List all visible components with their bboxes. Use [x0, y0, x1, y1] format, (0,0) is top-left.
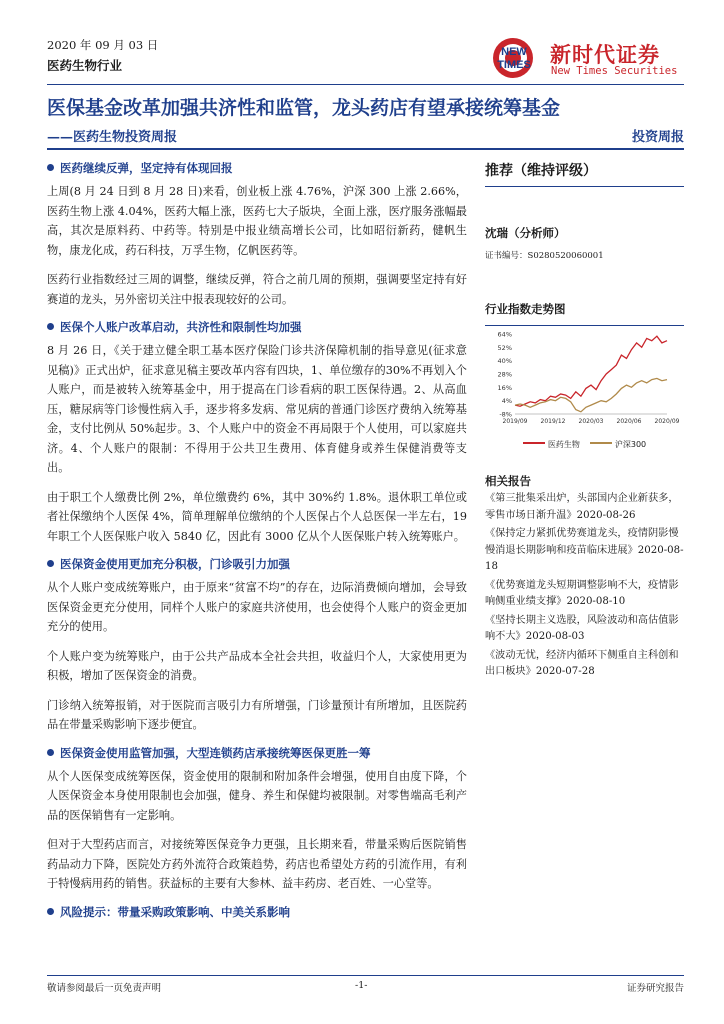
section-heading-text: 风险提示：带量采购政策影响、中美关系影响 [60, 904, 290, 919]
analyst-name: 沈瑞（分析师） [485, 226, 566, 240]
related-report-item[interactable]: 《波动无忧，经济内循环下侧重自主科创和出口板块》2020-07-28 [485, 649, 679, 677]
related-reports-heading: 相关报告 [485, 474, 531, 488]
related-report-item[interactable]: 《坚持长期主义选股，风险波动和高估值影响不大》2020-08-03 [485, 614, 679, 642]
bullet-icon [47, 908, 54, 915]
section-heading [47, 556, 467, 572]
related-report-item[interactable]: 《优势赛道龙头短期调整影响不大，疫情影响侧重业绩支撑》2020-08-10 [485, 579, 679, 607]
logo-cn-name: 新时代证券 [550, 43, 660, 67]
bullet-icon [47, 560, 54, 567]
report-subtitle: ——医药生物投资周报 [47, 130, 178, 145]
title-divider [47, 148, 684, 150]
paragraph: 由于职工个人缴费比例 2%，单位缴费约 6%，其中 30%约 1.8%。退休职工单位或者社保缴纳个人医保 4%，简单理解单位缴纳的个人医保占个人总医保一半左右，19 年职工个人医保账户收入 5840 亿，因此有 3000 亿从个人医保账户转入统筹账户。 [47, 490, 467, 543]
recommendation: 推荐（维持评级） [485, 160, 684, 187]
section-heading [47, 319, 467, 335]
paragraph: 从个人账户变成统筹账户，由于原来“贫富不均”的存在，边际消费倾向增加，会导致医保资金更充分使用，同样个人账户的家庭共济使用，也会使得个人账户的资金更加充分的使用。 [47, 581, 467, 633]
paragraph: 个人账户变为统筹账户，由于公共产品成本全社会共担，收益归个人，大家使用更为积极，增加了医保资金的消费。 [47, 649, 467, 682]
paragraph: 但对于大型药店而言，对接统筹医保竞争力更强，且长期来看，带量采购后医院销售药品动力下降，医院处方药外流符合政策趋势，药店也希望处方药的引流作用，有利于特慢病用药的销售。获益标的主要有大参林、益丰药房、老百姓、一心堂等。 [47, 838, 467, 890]
section-heading-text: 医药继续反弹，坚定持有体现回报 [60, 161, 233, 175]
x-tick-label: 2020/06 [616, 418, 642, 425]
related-report-item[interactable]: 《第三批集采出炉，头部国内企业新获多，零售市场日渐升温》2020-08-26 [485, 493, 679, 521]
index-chart-svg [485, 326, 684, 436]
page-number: -1- [355, 980, 368, 991]
sidebar [485, 160, 684, 681]
logo-text-bottom: TIMES [497, 59, 531, 71]
bullet-icon [47, 749, 54, 756]
paragraph: 医药行业指数经过三周的调整，继续反弹，符合之前几周的预期，强调要坚定持有好赛道的龙头，另外密切关注中报表现较好的公司。 [47, 273, 467, 306]
related-reports-list [485, 491, 684, 681]
section-heading-text: 医保个人账户改革启动，共济性和限制性均加强 [60, 320, 302, 334]
analyst-cert: 证书编号：S0280520060001 [485, 251, 604, 261]
report-date: 2020 年 09 月 03 日 [47, 38, 159, 52]
y-tick-label: 28% [497, 370, 512, 379]
paragraph: 8 月 26 日，《关于建立健全职工基本医疗保险门诊共济保障机制的指导意见(征求意见稿)》正式出炉，征求意见稿主要改革内容有四块，1、单位缴存的30%不再划入个人账户，而是被转入统筹基金中，用于提高在门诊看病的职工医保待遇。2、从高血压，糖尿病等门诊慢性病入手，逐步将多发病、常见病的普通门诊医疗费纳入统筹基金，支付比例从 50%起步。3、个人账户中的资金不再局限于个人使用，可以家庭共济。4、个人账户的限制：不得用于公共卫生费用、体育健身或养生保健消费等支出。 [47, 344, 467, 474]
header-divider [47, 84, 684, 85]
chart-legend [485, 439, 684, 450]
company-logo [484, 33, 684, 83]
y-tick-label: 52% [497, 343, 512, 352]
section-heading-text: 医保资金使用监管加强，大型连锁药店承接统筹医保更胜一筹 [60, 745, 371, 760]
paragraph: 从个人医保变成统筹医保，资金使用的限制和附加条件会增强，使用自由度下降，个人医保资金本身使用限制也会加强，健身、养生和保健均被限制。对零售端高毛利产品的医保销售有一定影响。 [47, 769, 467, 822]
chart-title: 行业指数走势图 [485, 302, 566, 316]
index-chart [485, 325, 684, 447]
legend-label-1: 医药生物 [547, 440, 580, 449]
report-title: 医保基金改革加强共济性和监管，龙头药店有望承接统筹基金 [47, 97, 561, 119]
x-tick-label: 2019/09 [502, 418, 528, 425]
sector-label: 医药生物行业 [47, 58, 123, 73]
section-heading [47, 904, 467, 920]
section-heading [47, 745, 467, 761]
section-heading [47, 160, 467, 176]
bullet-icon [47, 323, 54, 330]
y-tick-label: 64% [497, 330, 512, 339]
y-tick-label: 40% [497, 357, 512, 366]
paragraph: 上周(8 月 24 日到 8 月 28 日)来看，创业板上涨 4.76%，沪深 300 上涨 2.66%，医药生物上涨 4.04%，医药大幅上涨，医药七大子版块，全面上涨，医疗服务涨幅最高，其次是原料药、中药等。特别是中报业绩高增长公司，比如昭衍新药，健帆生物，康龙化成，药石科技，万孚生物，亿帆医药等。 [47, 185, 467, 257]
footer-divider [47, 975, 684, 976]
paragraph: 门诊纳入统筹报销，对于医院而言吸引力有所增强，门诊量预计有所增加，且医院药品在带量采购影响下逐步便宜。 [47, 698, 467, 731]
legend-item-1 [523, 439, 580, 450]
logo-text-top: NEW [501, 46, 527, 58]
footer-report-label: 证券研究报告 [626, 983, 684, 994]
logo-en-name: New Times Securities [551, 65, 678, 77]
legend-label-2: 沪深300 [614, 440, 647, 449]
report-type: 投资周报 [631, 130, 684, 145]
series-line-2 [515, 378, 667, 411]
footer-disclaimer: 敬请参阅最后一页免责声明 [47, 983, 162, 994]
y-tick-label: 16% [497, 383, 512, 392]
legend-item-2 [590, 439, 646, 450]
y-tick-label: 4% [501, 397, 512, 406]
logo-mark-icon [484, 33, 544, 83]
x-tick-label: 2020/09 [654, 418, 680, 425]
section-heading-text: 医保资金使用更加充分积极，门诊吸引力加强 [60, 557, 290, 571]
main-content [47, 160, 467, 926]
related-report-item[interactable]: 《保持定力紧抓优势赛道龙头，疫情阴影慢慢消退长期影响和疫苗临床进展》2020-08-18 [485, 528, 684, 572]
y-tick-label: -8% [499, 410, 512, 419]
x-tick-label: 2019/12 [540, 418, 566, 425]
x-tick-label: 2020/03 [578, 418, 604, 425]
bullet-icon [47, 164, 54, 171]
series-line-1 [515, 336, 667, 406]
